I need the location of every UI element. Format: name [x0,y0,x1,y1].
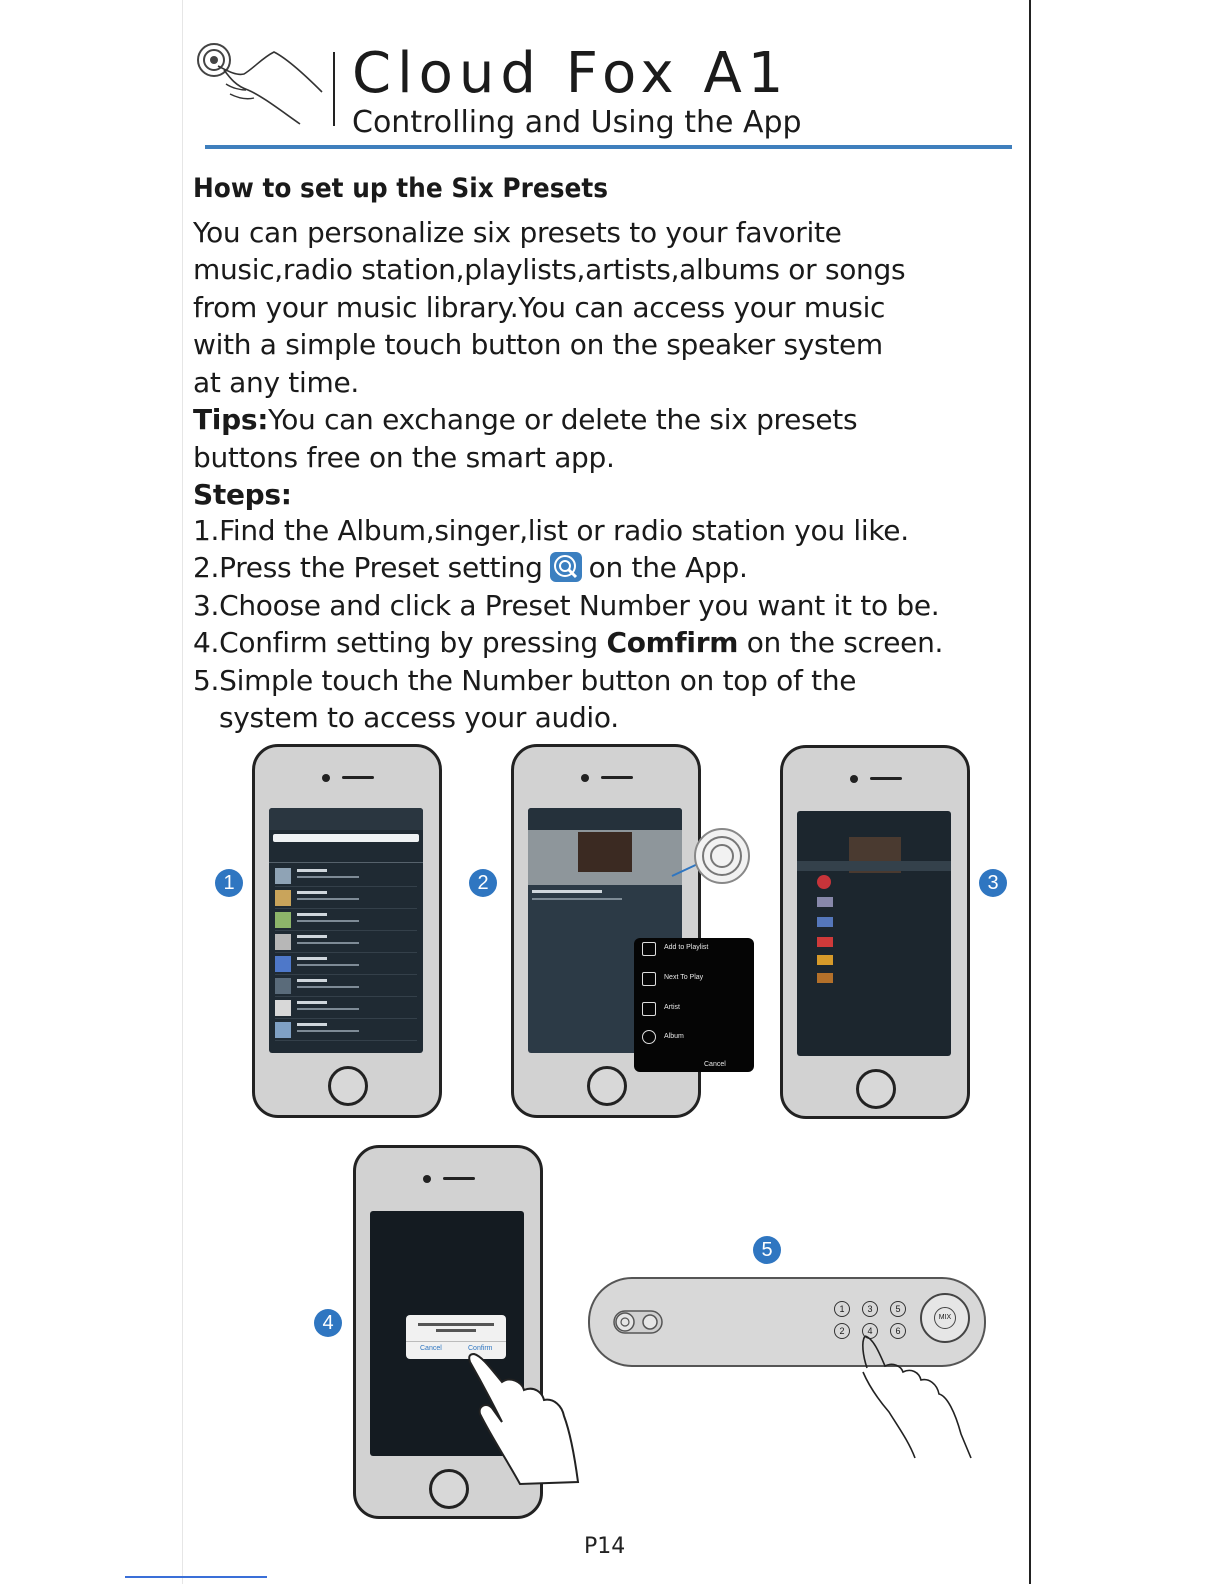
preset-prompt [797,861,951,871]
tab-row [269,852,423,863]
playlist-add-icon [642,942,656,956]
tips-label: Tips: [193,403,269,436]
intro-line-1: You can personalize six presets to your favorite [193,216,842,249]
header-divider [333,52,335,126]
page-number: P14 [584,1534,626,1559]
home-button [856,1069,896,1109]
dialog-cancel-button[interactable]: Cancel [420,1345,442,1352]
step-4-text-before: 4.Confirm setting by pressing [193,626,598,659]
preset-button-4[interactable]: 4 [862,1323,878,1339]
screen-header [269,808,423,830]
dialog-text-line [436,1329,476,1332]
popup-menu [634,938,754,1072]
menu-item-add-to-playlist[interactable]: Add to Playlist [664,944,709,951]
home-button [587,1066,627,1106]
step-badge-4: 4 [314,1309,342,1337]
menu-item-next-to-play[interactable]: Next To Play [664,974,704,981]
menu-item-artist[interactable]: Artist [664,1004,680,1011]
list-item [275,1020,417,1041]
preset-button-3[interactable]: 3 [862,1301,878,1317]
track-title [532,890,602,893]
phone-speaker [601,776,633,779]
step-badge-2: 2 [469,869,497,897]
list-item [275,976,417,997]
preset-button-1[interactable]: 1 [834,1301,850,1317]
page-edge-right [1029,0,1031,1584]
phone-3-screen [797,811,951,1056]
steps-label: Steps: [193,478,292,511]
search-bar [273,834,419,842]
phone-1-screen [269,808,423,1053]
intro-line-2: music,radio station,playlists,artists,albums or songs [193,253,906,286]
list-item [275,910,417,931]
list-item [275,954,417,975]
preset-touch-icon [664,826,754,888]
phone-speaker [342,776,374,779]
preset-logo [817,973,833,983]
list-item [275,866,417,887]
preset-logo [817,897,833,907]
step-4 [193,624,943,662]
menu-item-album[interactable]: Album [664,1033,684,1040]
step-3: 3.Choose and click a Preset Number you want it to be. [193,589,940,622]
home-button [328,1066,368,1106]
mix-button[interactable]: MIX [934,1307,956,1329]
page-subtitle: Controlling and Using the App [352,105,802,140]
step-1: 1.Find the Album,singer,list or radio station you like. [193,514,909,547]
step-4-text-after: on the screen. [746,626,944,659]
dialog-text-line [418,1323,494,1326]
menu-item-cancel[interactable]: Cancel [704,1061,726,1068]
step-2-text-after: on the App. [588,551,748,584]
next-to-play-icon [642,972,656,986]
track-subtitle [532,898,622,900]
step-4-comfirm: Comfirm [606,626,739,659]
album-icon [642,1030,656,1044]
list-item [275,932,417,953]
preset-logo [817,937,833,947]
artist-icon [642,1002,656,1016]
phone-camera [581,774,589,782]
step-badge-3: 3 [979,869,1007,897]
preset-setting-icon [549,551,583,583]
power-bluetooth-control [612,1307,664,1337]
preset-logo [817,955,833,965]
section-heading: How to set up the Six Presets [193,173,609,204]
preset-button-5[interactable]: 5 [890,1301,906,1317]
header-rule [205,145,1012,149]
pointing-hand-icon [855,1332,975,1460]
preset-logo [817,875,831,889]
preset-button-2[interactable]: 2 [834,1323,850,1339]
footer-link-underline [125,1576,267,1578]
step-badge-1: 1 [215,869,243,897]
phone-step-3 [780,745,970,1119]
step-badge-5: 5 [753,1236,781,1264]
tips-text: You can exchange or delete the six presets [268,403,858,436]
phone-camera [850,775,858,783]
step-2-text-before: 2.Press the Preset setting [193,551,543,584]
step-2 [193,549,748,587]
phone-step-1 [252,744,442,1118]
intro-line-5: at any time. [193,366,359,399]
pointing-hand-icon [462,1352,582,1486]
album-art [578,832,632,872]
list-item [275,998,417,1019]
list-item [275,888,417,909]
phone-camera [423,1175,431,1183]
intro-line-3: from your music library.You can access your music [193,291,886,324]
tips-line-1 [193,401,857,439]
screen-header [528,808,682,830]
phone-speaker [443,1177,475,1180]
preset-button-6[interactable]: 6 [890,1323,906,1339]
preset-logo [817,917,833,927]
step-5-line-1: 5.Simple touch the Number button on top of the [193,664,857,697]
intro-line-4: with a simple touch button on the speaker system [193,328,883,361]
step-5-line-2: system to access your audio. [219,701,619,734]
hand-touch-icon [196,40,326,128]
page-edge-left [182,0,183,1584]
phone-camera [322,774,330,782]
dialog-confirm-button[interactable]: Confirm [468,1345,493,1352]
page-title: Cloud Fox A1 [352,41,790,106]
dialog-divider [406,1341,506,1342]
tips-line-2: buttons free on the smart app. [193,441,615,474]
phone-speaker [870,777,902,780]
